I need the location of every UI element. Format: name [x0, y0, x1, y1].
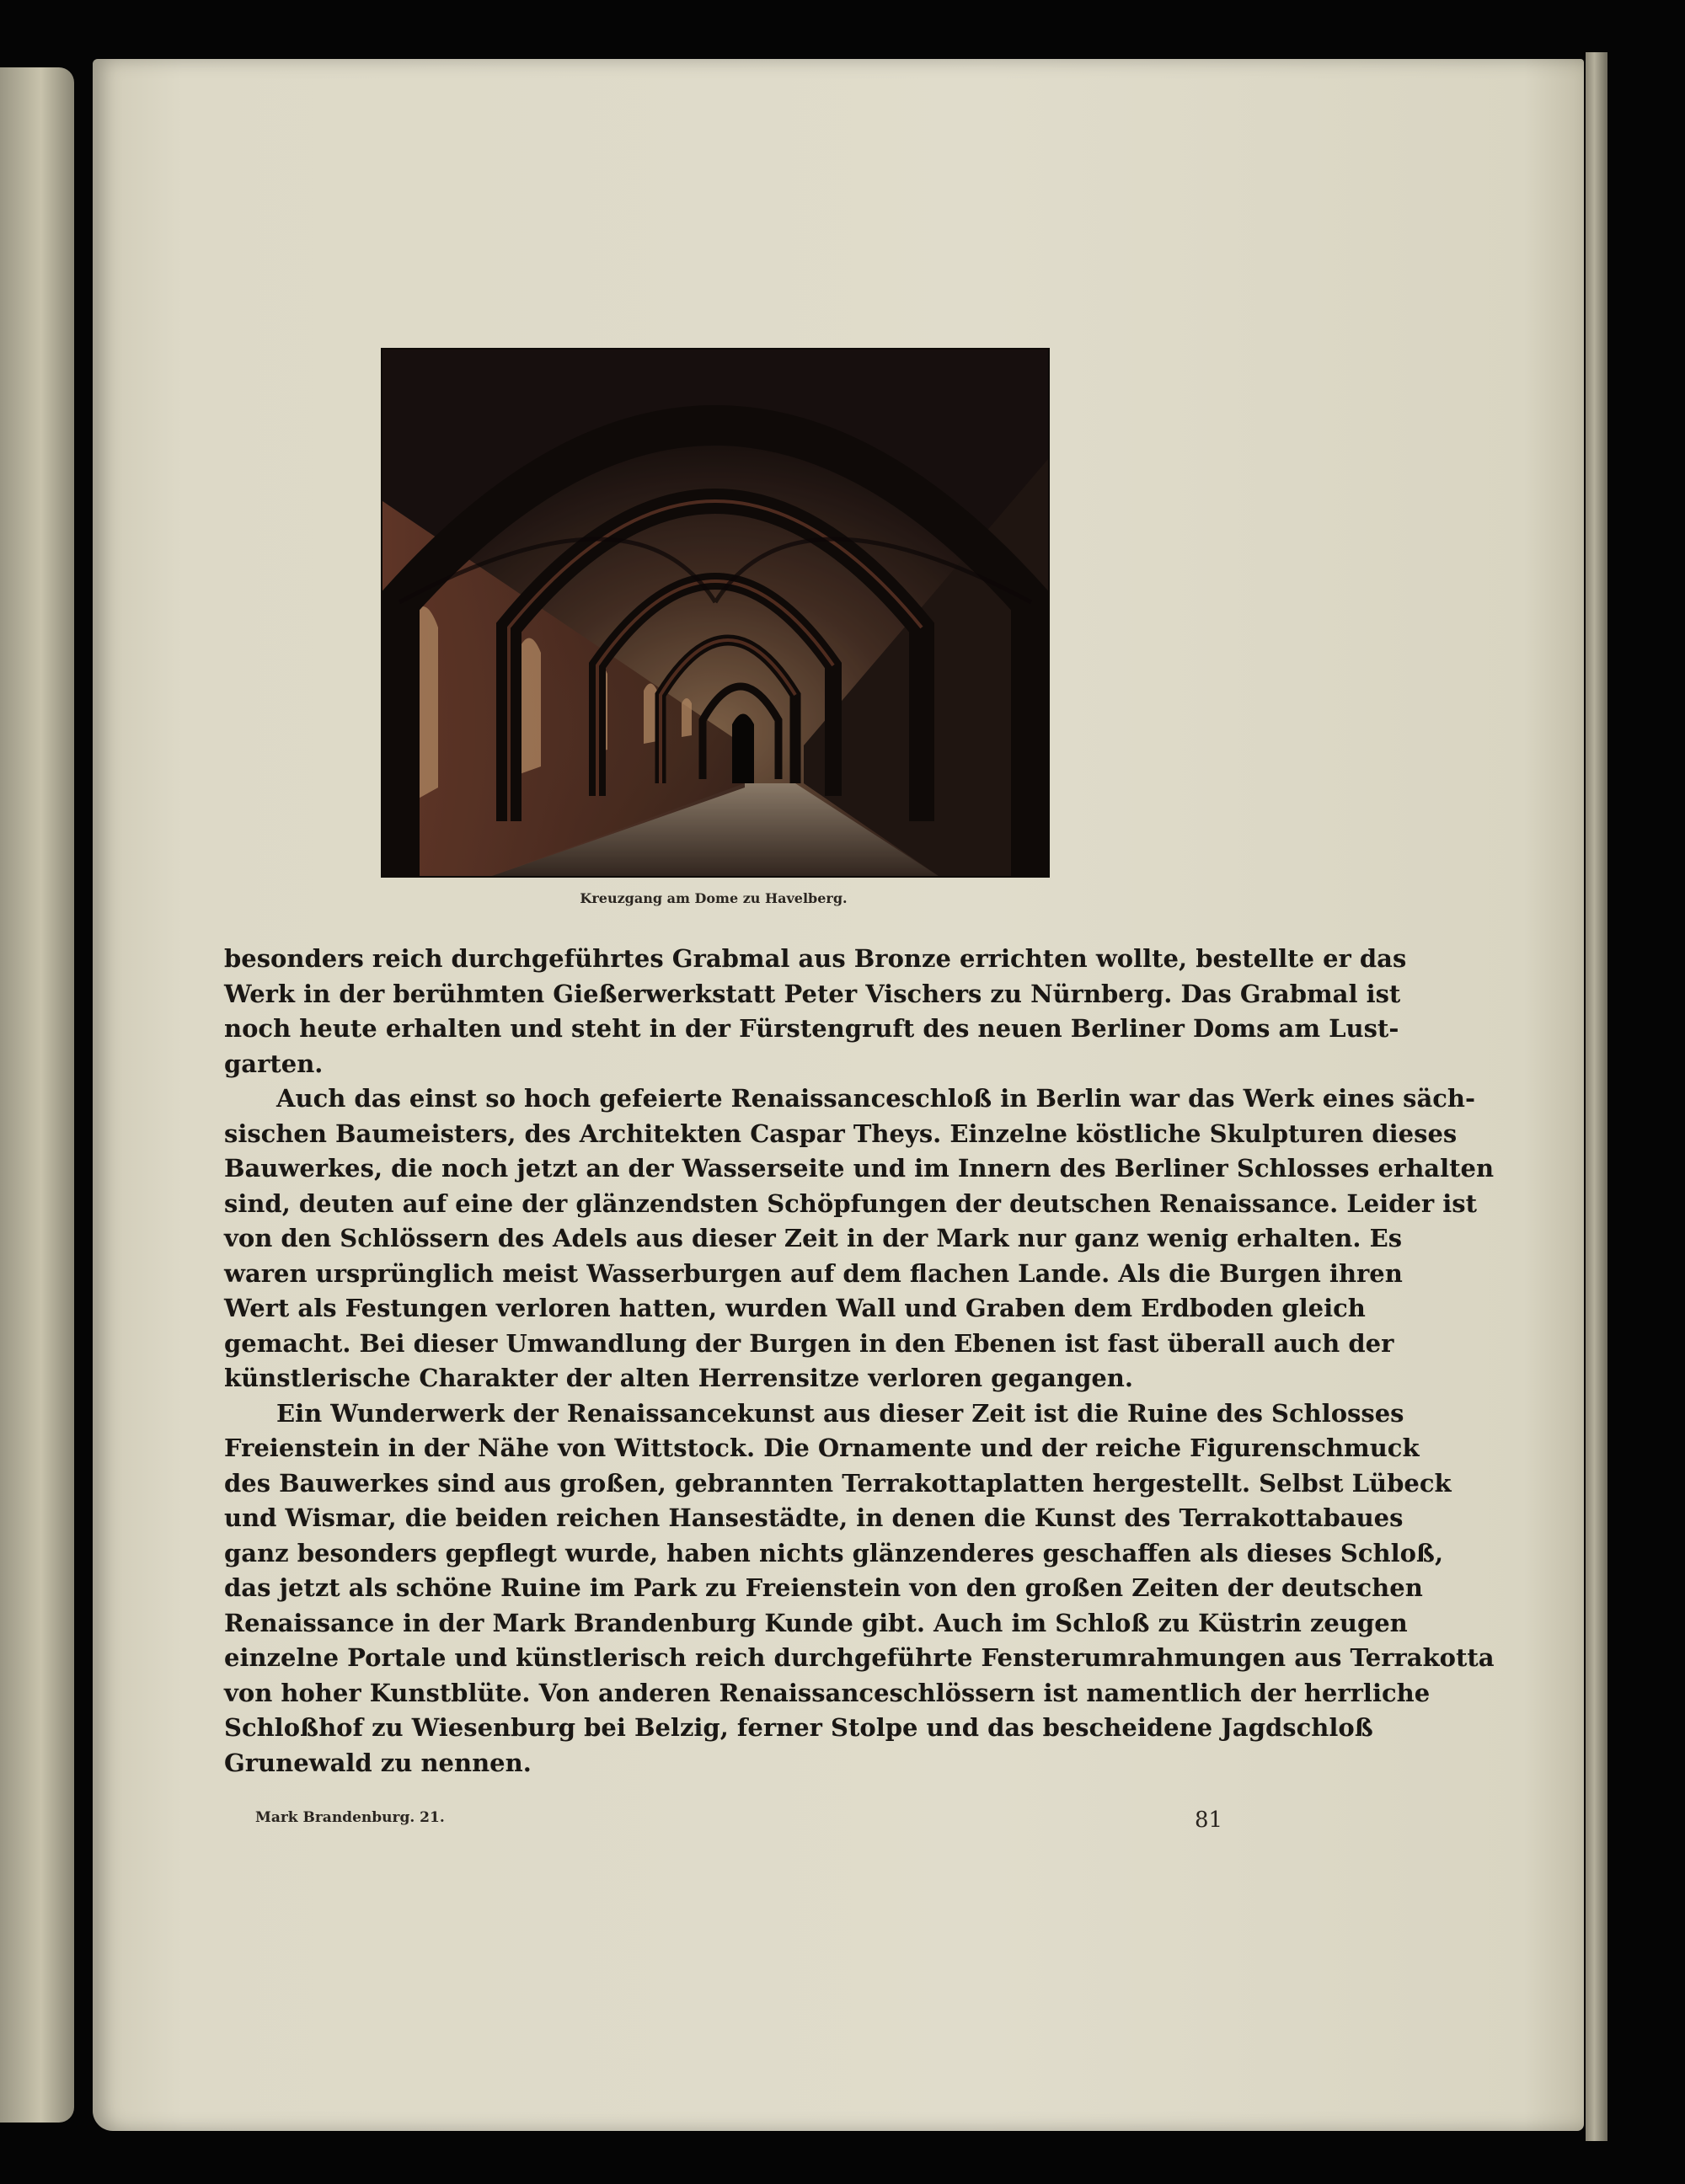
text-line: Bauwerkes, die noch jetzt an der Wasserseite und im Innern des Berliner Schlosses erhalten: [224, 1154, 1495, 1183]
text-line: ganz besonders gepflegt wurde, haben nichts glänzenderes geschaffen als dieses Schloß,: [224, 1538, 1444, 1567]
text-line: und Wismar, die beiden reichen Hansestädte, in denen die Kunst des Terrakottabaues: [224, 1503, 1404, 1532]
text-line: einzelne Portale und künstlerisch reich durchgeführte Fensterumrahmungen aus Terrakotta: [224, 1643, 1495, 1672]
text-line: Wert als Festungen verloren hatten, wurden Wall und Graben dem Erdboden gleich: [224, 1294, 1366, 1322]
previous-page-edge: [0, 67, 74, 2123]
cloister-arches-image: [382, 350, 1048, 876]
text-line: Freienstein in der Nähe von Wittstock. Die Ornamente und der reiche Figurenschmuck: [224, 1434, 1420, 1462]
image-caption: Kreuzgang am Dome zu Havelberg.: [580, 890, 848, 906]
text-line: künstlerische Charakter der alten Herrensitze verloren gegangen.: [224, 1364, 1133, 1392]
text-line: Schloßhof zu Wiesenburg bei Belzig, ferner Stolpe und das bescheidene Jagdschloß: [224, 1713, 1373, 1742]
body-text: [224, 942, 1495, 1781]
text-line: das jetzt als schöne Ruine im Park zu Freienstein von den großen Zeiten der deutschen: [224, 1573, 1423, 1602]
text-line: sind, deuten auf eine der glänzendsten Schöpfungen der deutschen Renaissance. Leider ist: [224, 1188, 1478, 1218]
text-line: sischen Baumeisters, des Architekten Caspar Theys. Einzelne köstliche Skulpturen dieses: [224, 1119, 1458, 1148]
text-line: Ein Wunderwerk der Renaissancekunst aus dieser Zeit ist die Ruine des Schlosses: [276, 1398, 1404, 1428]
text-line: Grunewald zu nennen.: [224, 1748, 532, 1777]
cloister-photograph: [381, 348, 1050, 878]
text-line: des Bauwerkes sind aus großen, gebrannten Terrakottaplatten hergestellt. Selbst Lübeck: [224, 1468, 1452, 1498]
page-stack-edge: [1586, 52, 1607, 2141]
text-line: garten.: [224, 1049, 324, 1078]
text-line: von den Schlössern des Adels aus dieser Zeit in der Mark nur ganz wenig erhalten. Es: [224, 1224, 1403, 1252]
text-line: Renaissance in der Mark Brandenburg Kunde gibt. Auch im Schloß zu Küstrin zeugen: [224, 1608, 1408, 1637]
text-line: Werk in der berühmten Gießerwerkstatt Peter Vischers zu Nürnberg. Das Grabmal ist: [224, 979, 1401, 1008]
text-line: besonders reich durchgeführtes Grabmal aus Bronze errichten wollte, bestellte er das: [224, 944, 1407, 973]
text-line: von hoher Kunstblüte. Von anderen Renaissanceschlössern ist namentlich der herrliche: [224, 1678, 1431, 1707]
page-number: 81: [1195, 1808, 1223, 1833]
text-line: Auch das einst so hoch gefeierte Renaissanceschloß in Berlin war das Werk eines säch-: [276, 1084, 1476, 1113]
text-line: noch heute erhalten und steht in der Fürstengruft des neuen Berliner Doms am Lust-: [224, 1014, 1399, 1043]
text-line: gemacht. Bei dieser Umwandlung der Burgen in den Ebenen ist fast überall auch der: [224, 1328, 1394, 1358]
text-line: waren ursprünglich meist Wasserburgen auf dem flachen Lande. Als die Burgen ihren: [224, 1258, 1403, 1288]
signature-mark: Mark Brandenburg. 21.: [255, 1809, 445, 1826]
